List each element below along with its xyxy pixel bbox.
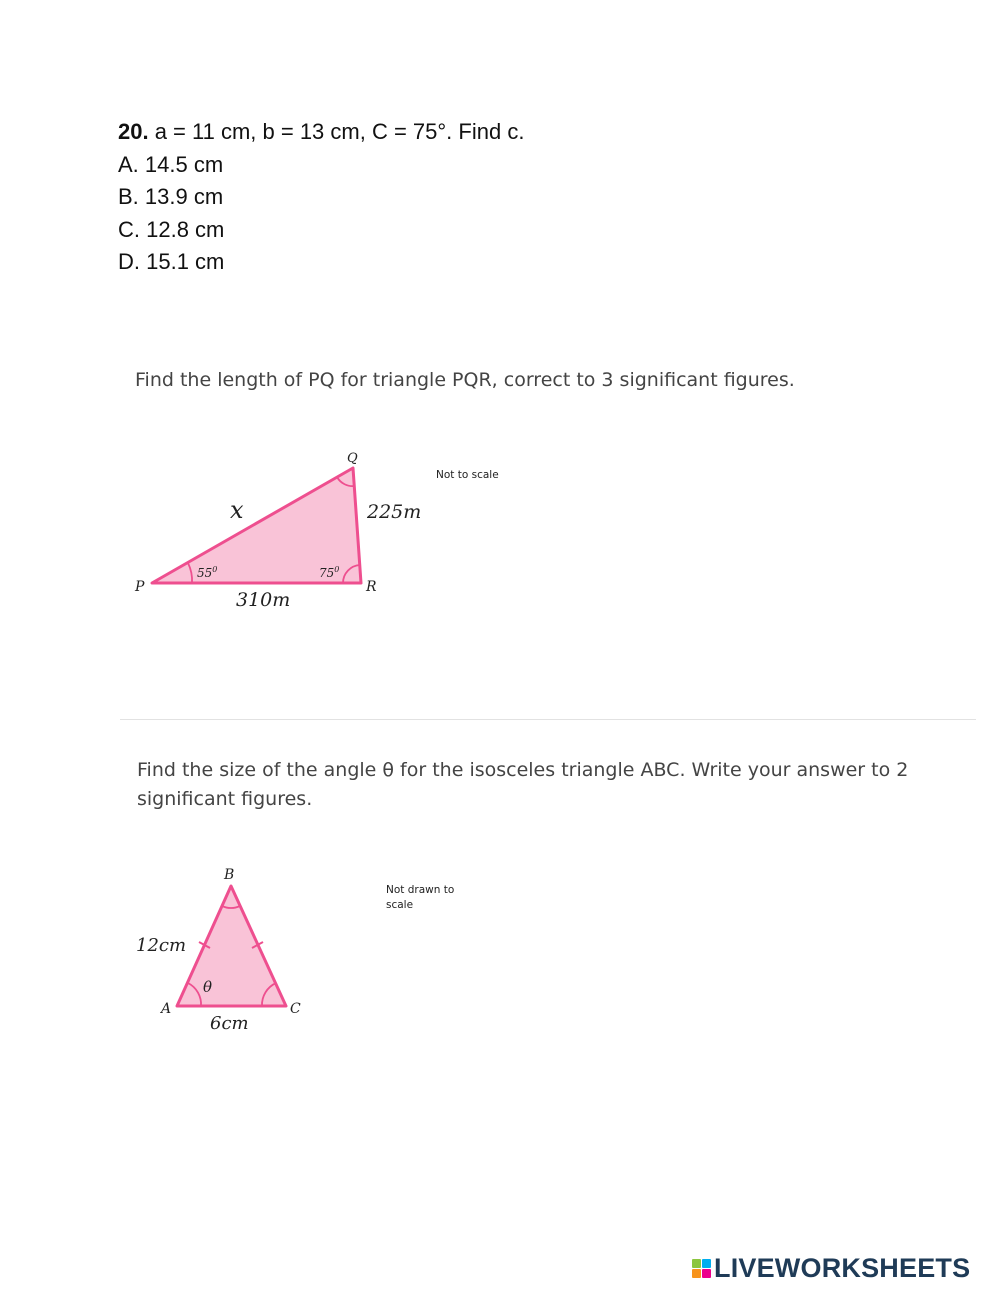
vertex-label-c: C bbox=[290, 1001, 301, 1017]
option-d[interactable]: D. 15.1 cm bbox=[118, 249, 225, 274]
option-b[interactable]: B. 13.9 cm bbox=[118, 184, 224, 209]
problem-1-scale-note: Not to scale bbox=[436, 469, 499, 481]
vertex-label-q: Q bbox=[347, 451, 358, 466]
logo-mark-icon bbox=[692, 1259, 711, 1278]
vertex-label-a: A bbox=[161, 1001, 172, 1017]
vertex-label-r: R bbox=[366, 579, 377, 595]
side-label-pr: 310m bbox=[236, 589, 291, 611]
angle-label-r: $75^0$ bbox=[319, 565, 340, 580]
problem-2-scale-note: Not drawn to scale bbox=[386, 884, 455, 911]
logo-wordmark: LIVEWORKSHEETS bbox=[714, 1253, 971, 1283]
logo-square-orange bbox=[692, 1269, 701, 1278]
logo-square-blue bbox=[702, 1259, 711, 1268]
side-label-pq: x bbox=[230, 496, 244, 524]
logo-square-green bbox=[692, 1259, 701, 1268]
vertex-label-p: P bbox=[135, 579, 145, 595]
question-number: 20. bbox=[118, 119, 149, 144]
logo-square-pink bbox=[702, 1269, 711, 1278]
question-text: a = 11 cm, b = 13 cm, C = 75°. Find c. bbox=[148, 119, 525, 144]
problem-1-prompt: Find the length of PQ for triangle PQR, correct to 3 significant figures. bbox=[135, 369, 795, 391]
side-label-ac: 6cm bbox=[210, 1013, 249, 1034]
liveworksheets-logo bbox=[692, 1253, 970, 1284]
side-label-ab: 12cm bbox=[136, 935, 187, 956]
problem-2-prompt: Find the size of the angle θ for the isosceles triangle ABC. Write your answer to 2 significant figures. bbox=[137, 759, 909, 810]
vertex-label-b: B bbox=[224, 867, 235, 883]
option-a[interactable]: A. 14.5 cm bbox=[118, 151, 224, 177]
angle-label-a: θ bbox=[203, 978, 213, 996]
angle-label-p: $55^0$ bbox=[197, 565, 218, 580]
side-label-qr: 225m bbox=[367, 501, 422, 523]
option-c[interactable]: C. 12.8 cm bbox=[118, 216, 225, 242]
